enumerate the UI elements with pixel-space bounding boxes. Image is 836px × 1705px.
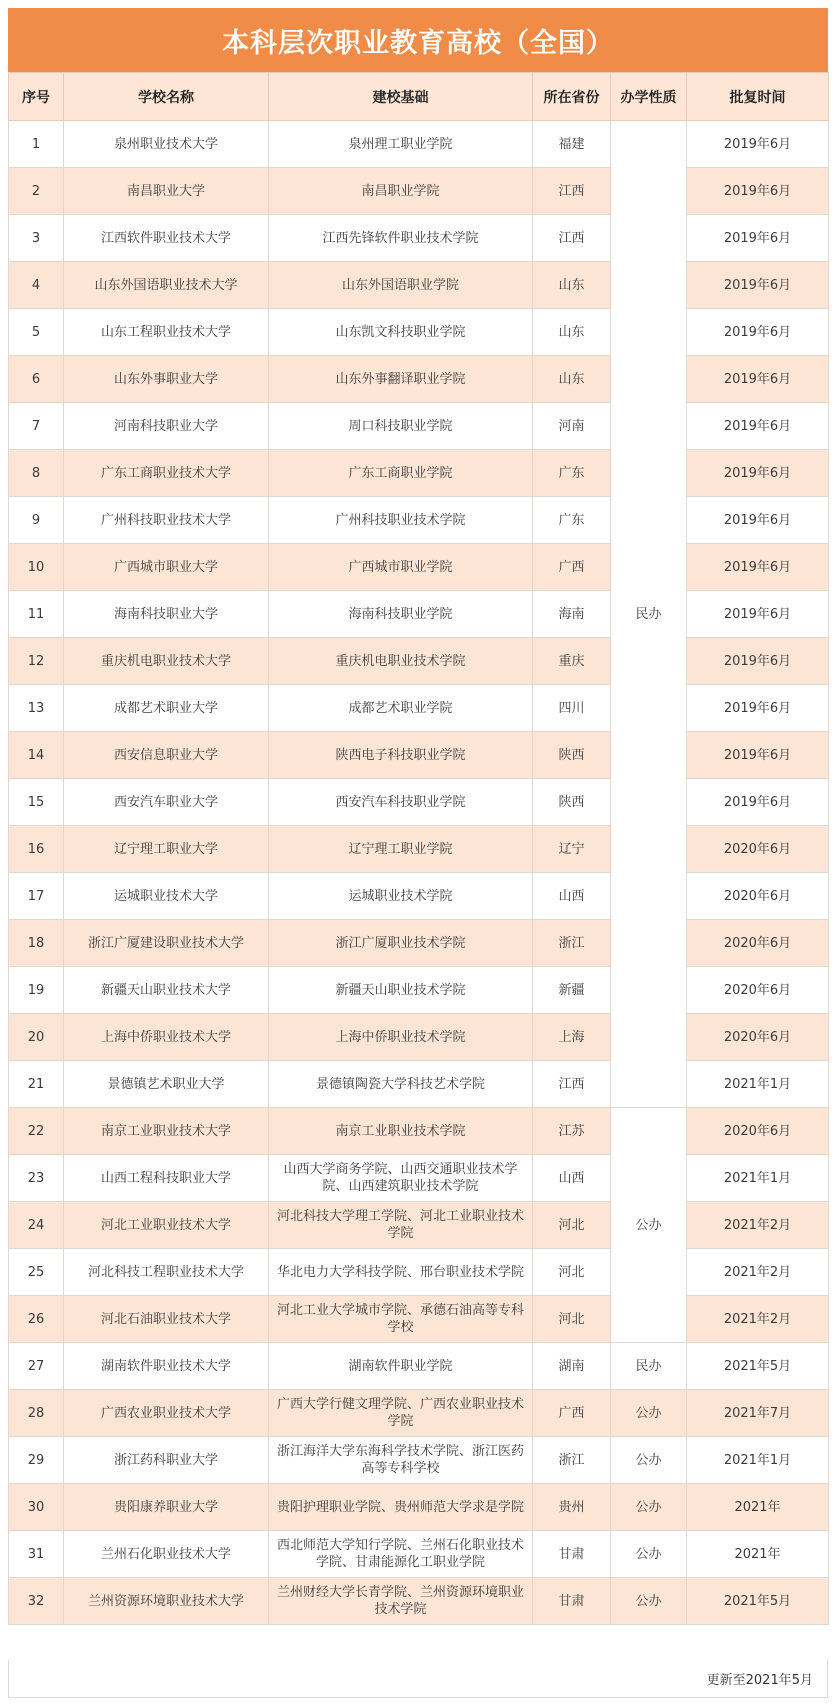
cell-school-name: 运城职业技术大学 [64, 873, 269, 920]
cell-approval-date: 2020年6月 [687, 1014, 829, 1061]
table-row [9, 1061, 829, 1108]
table-row [9, 1390, 829, 1437]
table-row [9, 920, 829, 967]
cell-index: 14 [9, 732, 64, 779]
cell-approval-date: 2021年2月 [687, 1202, 829, 1249]
cell-founding-basis: 南昌职业学院 [269, 168, 533, 215]
cell-index: 31 [9, 1531, 64, 1578]
table-row [9, 450, 829, 497]
cell-founding-basis: 湖南软件职业学院 [269, 1343, 533, 1390]
cell-province: 陕西 [533, 779, 611, 826]
cell-nature: 民办 [611, 121, 687, 1108]
table-title: 本科层次职业教育高校（全国） [8, 8, 828, 72]
schools-table [8, 72, 829, 1625]
cell-approval-date: 2019年6月 [687, 779, 829, 826]
cell-nature: 公办 [611, 1578, 687, 1625]
cell-province: 贵州 [533, 1484, 611, 1531]
cell-school-name: 新疆天山职业技术大学 [64, 967, 269, 1014]
cell-province: 甘肃 [533, 1531, 611, 1578]
cell-nature: 公办 [611, 1531, 687, 1578]
cell-index: 28 [9, 1390, 64, 1437]
cell-approval-date: 2020年6月 [687, 873, 829, 920]
header-index: 序号 [9, 73, 64, 121]
cell-founding-basis: 海南科技职业学院 [269, 591, 533, 638]
cell-school-name: 山西工程科技职业大学 [64, 1155, 269, 1202]
cell-school-name: 辽宁理工职业大学 [64, 826, 269, 873]
cell-school-name: 广西城市职业大学 [64, 544, 269, 591]
cell-founding-basis: 周口科技职业学院 [269, 403, 533, 450]
cell-founding-basis: 贵阳护理职业学院、贵州师范大学求是学院 [269, 1484, 533, 1531]
cell-school-name: 贵阳康养职业大学 [64, 1484, 269, 1531]
table-row [9, 873, 829, 920]
cell-index: 20 [9, 1014, 64, 1061]
cell-school-name: 广州科技职业技术大学 [64, 497, 269, 544]
cell-founding-basis: 河北科技大学理工学院、河北工业职业技术学院 [269, 1202, 533, 1249]
cell-province: 辽宁 [533, 826, 611, 873]
cell-founding-basis: 浙江海洋大学东海科学技术学院、浙江医药高等专科学校 [269, 1437, 533, 1484]
table-row [9, 967, 829, 1014]
cell-approval-date: 2021年 [687, 1531, 829, 1578]
cell-school-name: 河南科技职业大学 [64, 403, 269, 450]
cell-index: 23 [9, 1155, 64, 1202]
cell-school-name: 湖南软件职业技术大学 [64, 1343, 269, 1390]
cell-approval-date: 2019年6月 [687, 215, 829, 262]
cell-school-name: 成都艺术职业大学 [64, 685, 269, 732]
cell-founding-basis: 山东凯文科技职业学院 [269, 309, 533, 356]
header-row [9, 73, 829, 121]
cell-approval-date: 2021年5月 [687, 1343, 829, 1390]
cell-nature: 公办 [611, 1437, 687, 1484]
cell-school-name: 河北工业职业技术大学 [64, 1202, 269, 1249]
cell-school-name: 山东外事职业大学 [64, 356, 269, 403]
cell-school-name: 广西农业职业技术大学 [64, 1390, 269, 1437]
cell-province: 山西 [533, 873, 611, 920]
cell-province: 江苏 [533, 1108, 611, 1155]
cell-approval-date: 2021年 [687, 1484, 829, 1531]
cell-province: 江西 [533, 215, 611, 262]
cell-province: 山东 [533, 262, 611, 309]
cell-founding-basis: 陕西电子科技职业学院 [269, 732, 533, 779]
cell-index: 18 [9, 920, 64, 967]
cell-school-name: 江西软件职业技术大学 [64, 215, 269, 262]
cell-province: 甘肃 [533, 1578, 611, 1625]
table-row [9, 1531, 829, 1578]
cell-school-name: 河北科技工程职业技术大学 [64, 1249, 269, 1296]
cell-province: 福建 [533, 121, 611, 168]
cell-index: 25 [9, 1249, 64, 1296]
cell-approval-date: 2021年1月 [687, 1437, 829, 1484]
cell-index: 5 [9, 309, 64, 356]
cell-index: 21 [9, 1061, 64, 1108]
cell-founding-basis: 南京工业职业技术学院 [269, 1108, 533, 1155]
cell-founding-basis: 重庆机电职业技术学院 [269, 638, 533, 685]
header-province: 所在省份 [533, 73, 611, 121]
table-row [9, 168, 829, 215]
cell-school-name: 上海中侨职业技术大学 [64, 1014, 269, 1061]
table-row [9, 497, 829, 544]
cell-founding-basis: 新疆天山职业技术学院 [269, 967, 533, 1014]
cell-index: 7 [9, 403, 64, 450]
cell-approval-date: 2020年6月 [687, 967, 829, 1014]
cell-founding-basis: 河北工业大学城市学院、承德石油高等专科学校 [269, 1296, 533, 1343]
cell-school-name: 景德镇艺术职业大学 [64, 1061, 269, 1108]
cell-approval-date: 2019年6月 [687, 121, 829, 168]
cell-index: 32 [9, 1578, 64, 1625]
table-row [9, 1578, 829, 1625]
cell-index: 15 [9, 779, 64, 826]
cell-nature: 公办 [611, 1390, 687, 1437]
cell-province: 河北 [533, 1296, 611, 1343]
cell-founding-basis: 广西城市职业学院 [269, 544, 533, 591]
cell-school-name: 浙江广厦建设职业技术大学 [64, 920, 269, 967]
table-row [9, 1249, 829, 1296]
cell-province: 广西 [533, 544, 611, 591]
table-row [9, 544, 829, 591]
cell-founding-basis: 西安汽车科技职业学院 [269, 779, 533, 826]
cell-founding-basis: 浙江广厦职业技术学院 [269, 920, 533, 967]
cell-founding-basis: 山西大学商务学院、山西交通职业技术学院、山西建筑职业技术学院 [269, 1155, 533, 1202]
cell-approval-date: 2020年6月 [687, 826, 829, 873]
cell-index: 29 [9, 1437, 64, 1484]
cell-school-name: 山东工程职业技术大学 [64, 309, 269, 356]
cell-school-name: 兰州石化职业技术大学 [64, 1531, 269, 1578]
cell-province: 河南 [533, 403, 611, 450]
cell-founding-basis: 华北电力大学科技学院、邢台职业技术学院 [269, 1249, 533, 1296]
cell-index: 24 [9, 1202, 64, 1249]
table-row [9, 121, 829, 168]
cell-approval-date: 2019年6月 [687, 450, 829, 497]
table-row [9, 1437, 829, 1484]
table-row [9, 638, 829, 685]
cell-province: 海南 [533, 591, 611, 638]
cell-province: 广东 [533, 497, 611, 544]
cell-province: 陕西 [533, 732, 611, 779]
cell-approval-date: 2019年6月 [687, 168, 829, 215]
header-school-name: 学校名称 [64, 73, 269, 121]
cell-approval-date: 2019年6月 [687, 544, 829, 591]
cell-approval-date: 2020年6月 [687, 1108, 829, 1155]
cell-approval-date: 2019年6月 [687, 262, 829, 309]
cell-school-name: 兰州资源环境职业技术大学 [64, 1578, 269, 1625]
cell-province: 江西 [533, 1061, 611, 1108]
cell-school-name: 西安信息职业大学 [64, 732, 269, 779]
cell-province: 江西 [533, 168, 611, 215]
cell-founding-basis: 成都艺术职业学院 [269, 685, 533, 732]
cell-founding-basis: 山东外国语职业学院 [269, 262, 533, 309]
cell-index: 1 [9, 121, 64, 168]
table-row [9, 826, 829, 873]
cell-school-name: 海南科技职业大学 [64, 591, 269, 638]
cell-school-name: 广东工商职业技术大学 [64, 450, 269, 497]
table-row [9, 262, 829, 309]
table-row [9, 1155, 829, 1202]
cell-index: 30 [9, 1484, 64, 1531]
table-row [9, 1108, 829, 1155]
cell-province: 河北 [533, 1249, 611, 1296]
cell-approval-date: 2019年6月 [687, 638, 829, 685]
cell-province: 浙江 [533, 920, 611, 967]
cell-index: 8 [9, 450, 64, 497]
cell-index: 6 [9, 356, 64, 403]
cell-index: 10 [9, 544, 64, 591]
cell-nature: 公办 [611, 1108, 687, 1343]
header-approval-date: 批复时间 [687, 73, 829, 121]
cell-founding-basis: 兰州财经大学长青学院、兰州资源环境职业技术学院 [269, 1578, 533, 1625]
cell-index: 22 [9, 1108, 64, 1155]
table-body [9, 121, 829, 1625]
table-row [9, 685, 829, 732]
table-row [9, 779, 829, 826]
cell-school-name: 南京工业职业技术大学 [64, 1108, 269, 1155]
table-row [9, 1343, 829, 1390]
cell-nature: 民办 [611, 1343, 687, 1390]
cell-school-name: 南昌职业大学 [64, 168, 269, 215]
cell-founding-basis: 运城职业技术学院 [269, 873, 533, 920]
cell-school-name: 重庆机电职业技术大学 [64, 638, 269, 685]
cell-index: 19 [9, 967, 64, 1014]
cell-founding-basis: 辽宁理工职业学院 [269, 826, 533, 873]
cell-province: 四川 [533, 685, 611, 732]
header-nature: 办学性质 [611, 73, 687, 121]
cell-approval-date: 2019年6月 [687, 356, 829, 403]
cell-index: 27 [9, 1343, 64, 1390]
update-note: 更新至2021年5月 [8, 1660, 828, 1698]
cell-approval-date: 2021年2月 [687, 1296, 829, 1343]
cell-index: 16 [9, 826, 64, 873]
table-row [9, 356, 829, 403]
cell-index: 26 [9, 1296, 64, 1343]
cell-approval-date: 2020年6月 [687, 920, 829, 967]
cell-founding-basis: 西北师范大学知行学院、兰州石化职业技术学院、甘肃能源化工职业学院 [269, 1531, 533, 1578]
cell-nature: 公办 [611, 1484, 687, 1531]
cell-school-name: 浙江药科职业大学 [64, 1437, 269, 1484]
cell-province: 山东 [533, 356, 611, 403]
cell-province: 山东 [533, 309, 611, 356]
table-row [9, 591, 829, 638]
table-row [9, 309, 829, 356]
cell-index: 17 [9, 873, 64, 920]
cell-province: 新疆 [533, 967, 611, 1014]
cell-province: 重庆 [533, 638, 611, 685]
cell-school-name: 泉州职业技术大学 [64, 121, 269, 168]
table-row [9, 1014, 829, 1061]
cell-school-name: 山东外国语职业技术大学 [64, 262, 269, 309]
cell-approval-date: 2021年2月 [687, 1249, 829, 1296]
cell-province: 浙江 [533, 1437, 611, 1484]
cell-founding-basis: 广西大学行健文理学院、广西农业职业技术学院 [269, 1390, 533, 1437]
cell-school-name: 西安汽车职业大学 [64, 779, 269, 826]
cell-province: 广东 [533, 450, 611, 497]
table-row [9, 732, 829, 779]
header-founding-basis: 建校基础 [269, 73, 533, 121]
cell-index: 9 [9, 497, 64, 544]
cell-province: 湖南 [533, 1343, 611, 1390]
cell-province: 河北 [533, 1202, 611, 1249]
cell-index: 13 [9, 685, 64, 732]
table-row [9, 403, 829, 450]
cell-index: 11 [9, 591, 64, 638]
cell-approval-date: 2019年6月 [687, 309, 829, 356]
cell-approval-date: 2021年7月 [687, 1390, 829, 1437]
cell-index: 4 [9, 262, 64, 309]
cell-founding-basis: 广州科技职业技术学院 [269, 497, 533, 544]
cell-founding-basis: 江西先锋软件职业技术学院 [269, 215, 533, 262]
cell-founding-basis: 泉州理工职业学院 [269, 121, 533, 168]
cell-index: 2 [9, 168, 64, 215]
cell-founding-basis: 山东外事翻译职业学院 [269, 356, 533, 403]
cell-approval-date: 2021年1月 [687, 1061, 829, 1108]
cell-province: 山西 [533, 1155, 611, 1202]
cell-founding-basis: 景德镇陶瓷大学科技艺术学院 [269, 1061, 533, 1108]
cell-province: 广西 [533, 1390, 611, 1437]
cell-approval-date: 2019年6月 [687, 685, 829, 732]
cell-approval-date: 2019年6月 [687, 497, 829, 544]
cell-approval-date: 2019年6月 [687, 591, 829, 638]
cell-index: 3 [9, 215, 64, 262]
cell-school-name: 河北石油职业技术大学 [64, 1296, 269, 1343]
cell-founding-basis: 上海中侨职业技术学院 [269, 1014, 533, 1061]
table-row [9, 1484, 829, 1531]
table-row [9, 1202, 829, 1249]
cell-approval-date: 2019年6月 [687, 403, 829, 450]
cell-approval-date: 2019年6月 [687, 732, 829, 779]
cell-province: 上海 [533, 1014, 611, 1061]
cell-approval-date: 2021年5月 [687, 1578, 829, 1625]
table-row [9, 215, 829, 262]
cell-founding-basis: 广东工商职业学院 [269, 450, 533, 497]
table-row [9, 1296, 829, 1343]
cell-approval-date: 2021年1月 [687, 1155, 829, 1202]
cell-index: 12 [9, 638, 64, 685]
